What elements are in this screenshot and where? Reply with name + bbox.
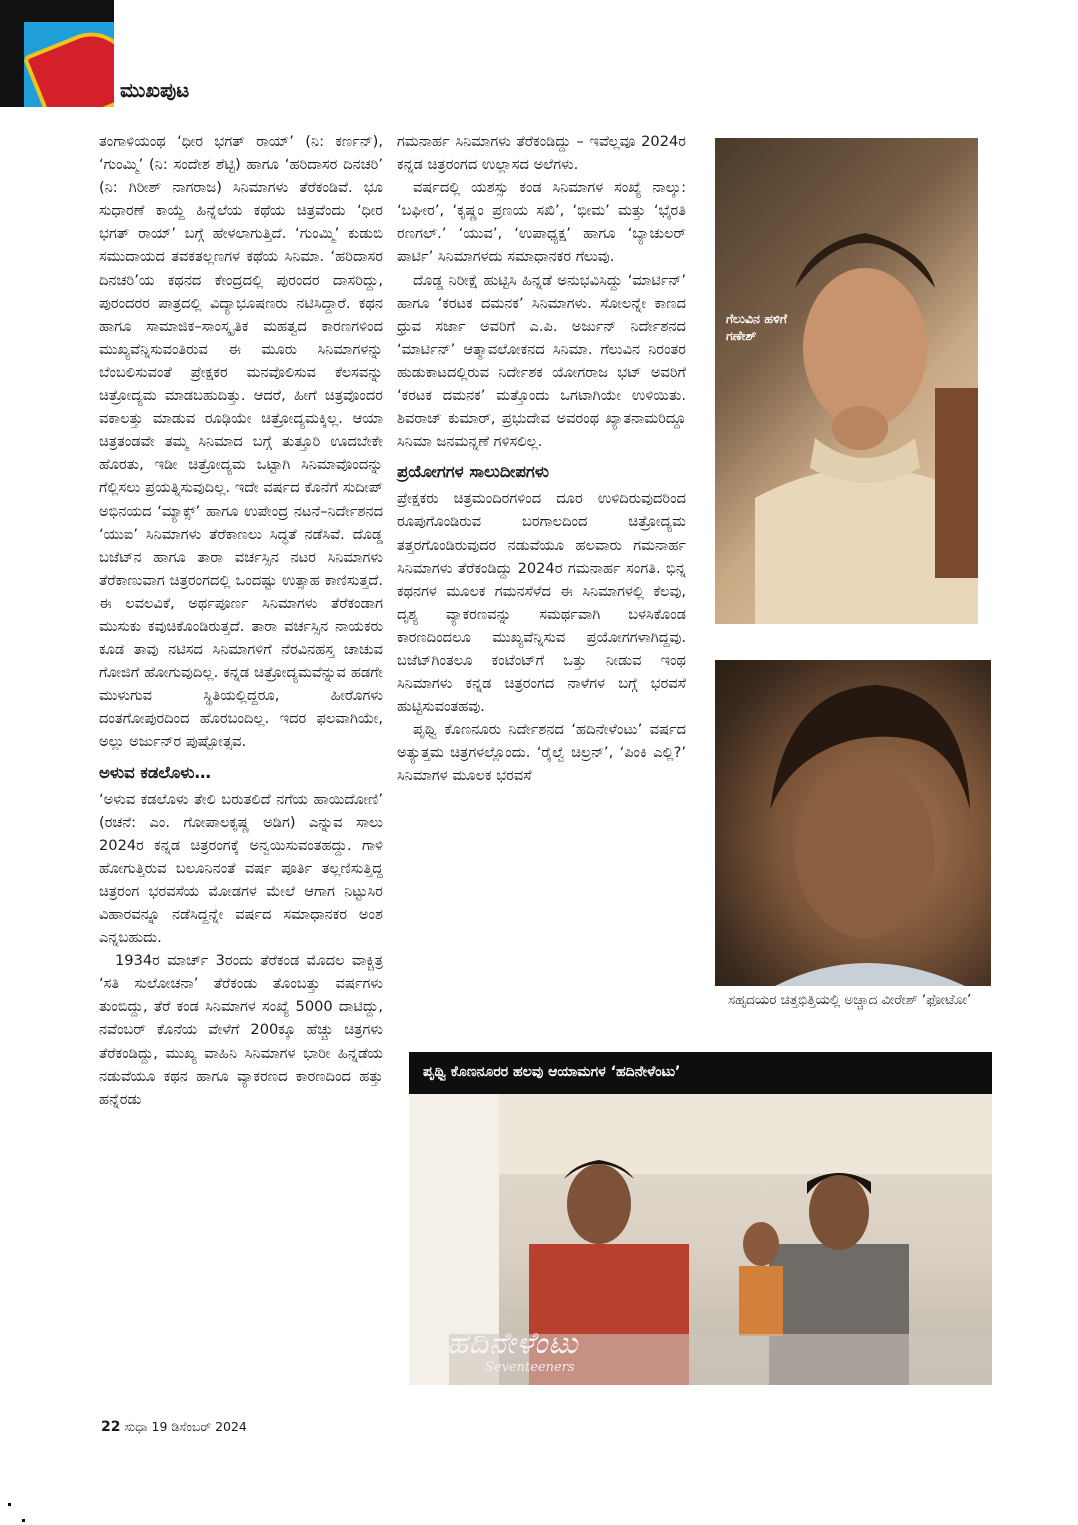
paragraph: ತಂಗಾಳಿಯಂಥ ‘ಧೀರ ಭಗತ್ ರಾಯ್’ (ನಿ: ಕರ್ಣನ್), ‘ಗುಂಮ್ಮಿ’ (ನಿ: ಸಂದೇಶ ಶೆಟ್ಟಿ) ಹಾಗೂ ‘ಹರಿದಾಸರ ದಿನಚರಿ’ (ನಿ: ಗಿರೀಶ್ ನಾಗರಾಜ) ಸಿನಿಮಾಗಳು ತೆರೆಕಂಡಿವೆ. ಭೂ ಸುಧಾರಣೆ ಕಾಯ್ದೆ ಹಿನ್ನೆಲೆಯ ಕಥೆಯ ಚಿತ್ರವೆಂದು ‘ಧೀರ ಭಗತ್ ರಾಯ್’ ಬಗ್ಗೆ ಹೇಳಲಾಗುತ್ತಿದೆ. ‘ಗುಂಮ್ಮಿ’ ಕುಡುಬಿ ಸಮುದಾಯದ ತವಕತಲ್ಲಣಗಳ ಕಥೆಯ ಸಿನಿಮಾ. ‘ಹರಿದಾಸರ ದಿನಚರಿ’ಯ ಕಥನದ ಕೇಂದ್ರದಲ್ಲಿ ಪುರಂದರ ದಾಸರಿದ್ದು, ಪುರಂದರರ ಪಾತ್ರದಲ್ಲಿ ವಿದ್ಯಾಭೂಷಣರು ನಟಿಸಿದ್ದಾರೆ. ಕಥನ ಹಾಗೂ ಸಾಮಾಜಿಕ–ಸಾಂಸ್ಕೃತಿಕ ಮಹತ್ವದ ಕಾರಣಗಳಿಂದ ಮುಖ್ಯವೆನ್ನಿಸುವಂತಿರುವ ಈ ಮೂರು ಸಿನಿಮಾಗಳನ್ನು ಬೆಂಬಲಿಸುವಂತೆ ಪ್ರೇಕ್ಷಕರ ಮನವೊಲಿಸುವ ಕೆಲಸವನ್ನು ಚಿತ್ರೋದ್ಯಮ ಮಾಡಬಹುದಿತ್ತು. ಆದರೆ, ಹೀಗೆ ಚಿತ್ರವೊಂದರ ವಕಾಲತ್ತು ಮಾಡುವ ರೂಢಿಯೇ ಚಿತ್ರೋದ್ಯಮಕ್ಕಿಲ್ಲ. ಆಯಾ ಚಿತ್ರತಂಡವೇ ತಮ್ಮ ಸಿನಿಮಾದ ಬಗ್ಗೆ ತುತ್ತೂರಿ ಊದಬೇಕೇ ಹೊರತು, ಇಡೀ ಚಿತ್ರೋದ್ಯಮ ಒಟ್ಟಾಗಿ ಸಿನಿಮಾವೊಂದನ್ನು ಗೆಲ್ಲಿಸಲು ಪ್ರಯತ್ನಿಸುವುದಿಲ್ಲ. ಇದೇ ವರ್ಷದ ಕೊನೆಗೆ ಸುದೀಪ್ ಅಭಿನಯದ ‘ಮ್ಯಾಕ್ಸ್’ ಹಾಗೂ ಉಪೇಂದ್ರ ನಟನೆ–ನಿರ್ದೇಶನದ ‘ಯುಐ’ ಸಿನಿಮಾಗಳು ತೆರೆಕಾಣಲು ಸಿದ್ಧತೆ ನಡೆಸಿವೆ. ದೊಡ್ಡ ಬಜೆಟ್‌ನ ಹಾಗೂ ತಾರಾ ವರ್ಚಸ್ಸಿನ ನಟರ ಸಿನಿಮಾಗಳು ತೆರೆಕಾಣುವಾಗ ಚಿತ್ರರಂಗದಲ್ಲಿ ಒಂದಷ್ಟು ಉತ್ಸಾಹ ಕಾಣಿಸುತ್ತದೆ. ಈ ಲವಲವಿಕೆ, ಅರ್ಥಪೂರ್ಣ ಸಿನಿಮಾಗಳು ತೆರೆಕಂಡಾಗ ಮುಸುಕು ಕವುಚಿಕೊಂಡಿರುತ್ತದೆ. ತಾರಾ ವರ್ಚಸ್ಸಿನ ನಾಯಕರು ಕೂಡ ತಾವು ನಟಿಸದ ಸಿನಿಮಾಗಳಿಗೆ ನೆರವಿನಹಸ್ತ ಚಾಚುವ ಗೋಜಿಗೆ ಹೋಗುವುದಿಲ್ಲ. ಕನ್ನಡ ಚಿತ್ರೋದ್ಯಮವೆನ್ನುವ ಹಡಗೇ ಮುಳುಗುವ ಸ್ಥಿತಿಯಲ್ಲಿದ್ದರೂ, ಹೀರೊಗಳು ದಂತಗೋಪುರದಿಂದ ಹೊರಬಂದಿಲ್ಲ. ಇದರ ಫಲವಾಗಿಯೇ, ಅಲ್ಲು ಅರ್ಜುನ್‌ರ ಪುಷ್ಪೋತ್ಸವ. bbox=[99, 133, 383, 751]
magazine-issue: ಸುಧಾ 19 ಡಿಸೆಂಬರ್ 2024 bbox=[124, 1419, 247, 1434]
subheading: ಅಳುವ ಕಡಲೊಳು… bbox=[99, 762, 211, 782]
paragraph: ಪೃಥ್ವಿ ಕೊಣನೂರು ನಿರ್ದೇಶನದ ‘ಹದಿನೇಳೆಂಟು’ ವರ್ಷದ ಅತ್ಯುತ್ತಮ ಚಿತ್ರಗಳಲ್ಲೊಂದು. ‘ರೈಲ್ವೆ ಚಿಲ್ರನ್’, ‘ಪಿಂಕಿ ಎಲ್ಲಿ?’ ಸಿನಿಮಾಗಳ ಮೂಲಕ ಭರವಸೆ bbox=[397, 721, 686, 785]
photo-caption-hadinelentu: ಪೃಥ್ವಿ ಕೊಣನೂರರ ಹಲವು ಆಯಾಮಗಳ ‘ಹದಿನೇಳೆಂಟು’ bbox=[423, 1064, 681, 1080]
paragraph: ವರ್ಷದಲ್ಲಿ ಯಶಸ್ಸು ಕಂಡ ಸಿನಿಮಾಗಳ ಸಂಖ್ಯೆ ನಾಲ್ಕು: ‘ಬಘೀರ’, ‘ಕೃಷ್ಣಂ ಪ್ರಣಯ ಸಖಿ’, ‘ಭೀಮ’ ಮತ್ತು ‘ಭೈರತಿ ರಣಗಲ್.’ ‘ಯುವ’, ‘ಉಪಾಧ್ಯಕ್ಷ’ ಹಾಗೂ ‘ಬ್ಯಾಚುಲರ್ ಪಾರ್ಟಿ’ ಸಿನಿಮಾಗಳದು ಸಮಾಧಾನಕರ ಗೆಲುವು. bbox=[397, 179, 686, 266]
film-still bbox=[409, 1094, 992, 1385]
portrait-illustration bbox=[715, 660, 991, 986]
paragraph: ದೊಡ್ಡ ನಿರೀಕ್ಷೆ ಹುಟ್ಟಿಸಿ ಹಿನ್ನಡೆ ಅನುಭವಿಸಿದ್ದು ‘ಮಾರ್ಟಿನ್’ ಹಾಗೂ ‘ಕರಟಕ ದಮನಕ’ ಸಿನಿಮಾಗಳು. ಸೋಲನ್ನೇ ಕಾಣದ ಧ್ರುವ ಸರ್ಜಾ ಅವರಿಗೆ ಎ.ಪಿ. ಅರ್ಜುನ್ ನಿರ್ದೇಶನದ ‘ಮಾರ್ಟಿನ್’ ಆತ್ಮಾವಲೋಕನದ ಸಿನಿಮಾ. ಗೆಲುವಿನ ನಿರಂತರ ಹುಡುಕಾಟದಲ್ಲಿರುವ ನಿರ್ದೇಶಕ ಯೋಗರಾಜ ಭಟ್ ಅವರಿಗೆ ‘ಕರಟಕ ದಮನಕ’ ಮತ್ತೊಂದು ಒಗಟಾಗಿಯೇ ಉಳಿಯಿತು. ಶಿವರಾಜ್ ಕುಮಾರ್, ಪ್ರಭುದೇವ ಅವರಂಥ ಖ್ಯಾತನಾಮರಿದ್ದೂ ಸಿನಿಮಾ ಜನಮನ್ನಣೆ ಗಳಿಸಲಿಲ್ಲ. bbox=[397, 271, 686, 451]
section-title: ಮುಖಪುಟ bbox=[120, 78, 190, 102]
crop-mark bbox=[22, 1519, 25, 1522]
photo-caption-veeresh: ಸಹೃದಯರ ಚಿತ್ತಭಿತ್ತಿಯಲ್ಲಿ ಅಚ್ಚಾದ ವೀರೇಶ್ ‘ಫೋಟೋ’ bbox=[728, 992, 972, 1008]
photo-ganesh bbox=[715, 138, 978, 624]
paragraph: ಪ್ರೇಕ್ಷಕರು ಚಿತ್ರಮಂದಿರಗಳಿಂದ ದೂರ ಉಳಿದಿರುವುದರಿಂದ ರೂಪುಗೊಂಡಿರುವ ಬರಗಾಲದಿಂದ ಚಿತ್ರೋದ್ಯಮ ತತ್ತರಗೊಂಡಿರುವುದರ ನಡುವೆಯೂ ಹಲವಾರು ಗಮನಾರ್ಹ ಸಿನಿಮಾಗಳು ತೆರೆಕಂಡಿದ್ದು 2024ರ ಗಮನಾರ್ಹ ಸಂಗತಿ. ಭಿನ್ನ ಕಥನಗಳ ಮೂಲಕ ಗಮನಸೆಳೆದ ಈ ಸಿನಿಮಾಗಳಲ್ಲಿ ಕೆಲವು, ದೃಶ್ಯ ವ್ಯಾಕರಣವನ್ನು ಸಮರ್ಥವಾಗಿ ಬಳಸಿಕೊಂಡ ಕಾರಣದಿಂದಲೂ ಮುಖ್ಯವೆನ್ನಿಸುವ ಪ್ರಯೋಗಗಳಾಗಿದ್ದವು. ಬಜೆಟ್‌ಗಿಂತಲೂ ಕಂಟೆಂಟ್‌ಗೆ ಒತ್ತು ನೀಡುವ ಇಂಥ ಸಿನಿಮಾಗಳು ಕನ್ನಡ ಚಿತ್ರರಂಗದ ನಾಳೆಗಳ ಬಗ್ಗೆ ಭರವಸೆ ಹುಟ್ಟಿಸುವಂತಹವು. bbox=[397, 490, 686, 716]
article-column-1 bbox=[99, 130, 383, 1111]
page-number: 22 bbox=[101, 1419, 121, 1435]
film-subtitle: Seventeeners bbox=[485, 1360, 575, 1375]
article-column-2 bbox=[397, 130, 686, 788]
header-logo-block bbox=[0, 0, 114, 107]
photo-veeresh bbox=[715, 660, 991, 986]
portrait-illustration bbox=[715, 138, 978, 624]
photo-caption-ganesh: ಗೆಲುವಿನ ಹಳಿಗೆ ಗಣೇಶ್ bbox=[726, 311, 788, 343]
paragraph: ಗಮನಾರ್ಹ ಸಿನಿಮಾಗಳು ತೆರೆಕಂಡಿದ್ದು – ಇವೆಲ್ಲವೂ 2024ರ ಕನ್ನಡ ಚಿತ್ರರಂಗದ ಉಲ್ಲಾಸದ ಅಲೆಗಳು. bbox=[397, 133, 686, 174]
crop-mark bbox=[8, 1503, 11, 1506]
header-logo-book-icon bbox=[24, 22, 114, 107]
header-logo-blue bbox=[24, 22, 114, 107]
photo-hadinelentu bbox=[409, 1052, 992, 1385]
page-footer bbox=[101, 1419, 247, 1435]
paragraph: ‘ಅಳುವ ಕಡಲೊಳು ತೇಲಿ ಬರುತಲಿದೆ ನಗೆಯ ಹಾಯಿದೋಣಿ’ (ರಚನೆ: ಎಂ. ಗೋಪಾಲಕೃಷ್ಣ ಅಡಿಗ) ಎನ್ನುವ ಸಾಲು 2024ರ ಕನ್ನಡ ಚಿತ್ರರಂಗಕ್ಕೆ ಅನ್ವಯಿಸುವಂತಹದ್ದು. ಗಾಳಿ ಹೋಗುತ್ತಿರುವ ಬಲೂನಿನಂತೆ ವರ್ಷ ಪೂರ್ತಿ ತಲ್ಲಣಿಸುತ್ತಿದ್ದ ಚಿತ್ರರಂಗ ಭರವಸೆಯ ಮೋಡಗಳ ಮೇಲೆ ಆಗಾಗ ನಿಟ್ಟುಸಿರ ವಿಹಾರವನ್ನೂ ನಡೆಸಿದ್ದನ್ನೇ ವರ್ಷದ ಸಮಾಧಾನಕರ ಅಂಶ ಎನ್ನಬಹುದು. bbox=[99, 790, 383, 947]
paragraph: 1934ರ ಮಾರ್ಚ್ 3ರಂದು ತೆರೆಕಂಡ ಮೊದಲ ವಾಕ್ಚಿತ್ರ ‘ಸತಿ ಸುಲೋಚನಾ’ ತೆರೆಕಂಡು ತೊಂಬತ್ತು ವರ್ಷಗಳು ತುಂಬಿದ್ದು, ತೆರೆ ಕಂಡ ಸಿನಿಮಾಗಳ ಸಂಖ್ಯೆ 5000 ದಾಟಿದ್ದು, ನವೆಂಬರ್ ಕೊನೆಯ ವೇಳೆಗೆ 200ಕ್ಕೂ ಹೆಚ್ಚು ಚಿತ್ರಗಳು ತೆರೆಕಂಡಿದ್ದು, ಮುಖ್ಯ ವಾಹಿನಿ ಸಿನಿಮಾಗಳ ಭಾರೀ ಹಿನ್ನಡೆಯ ನಡುವೆಯೂ ಕಥನ ಹಾಗೂ ವ್ಯಾಕರಣದ ಕಾರಣದಿಂದ ಹತ್ತು ಹನ್ನೆರಡು bbox=[99, 952, 383, 1108]
photo-caption-bar bbox=[409, 1052, 992, 1094]
film-title-logo: ಹದಿನೇಳೆಂಟು bbox=[447, 1326, 579, 1361]
subheading: ಪ್ರಯೋಗಗಳ ಸಾಲುದೀಪಗಳು bbox=[397, 462, 550, 482]
